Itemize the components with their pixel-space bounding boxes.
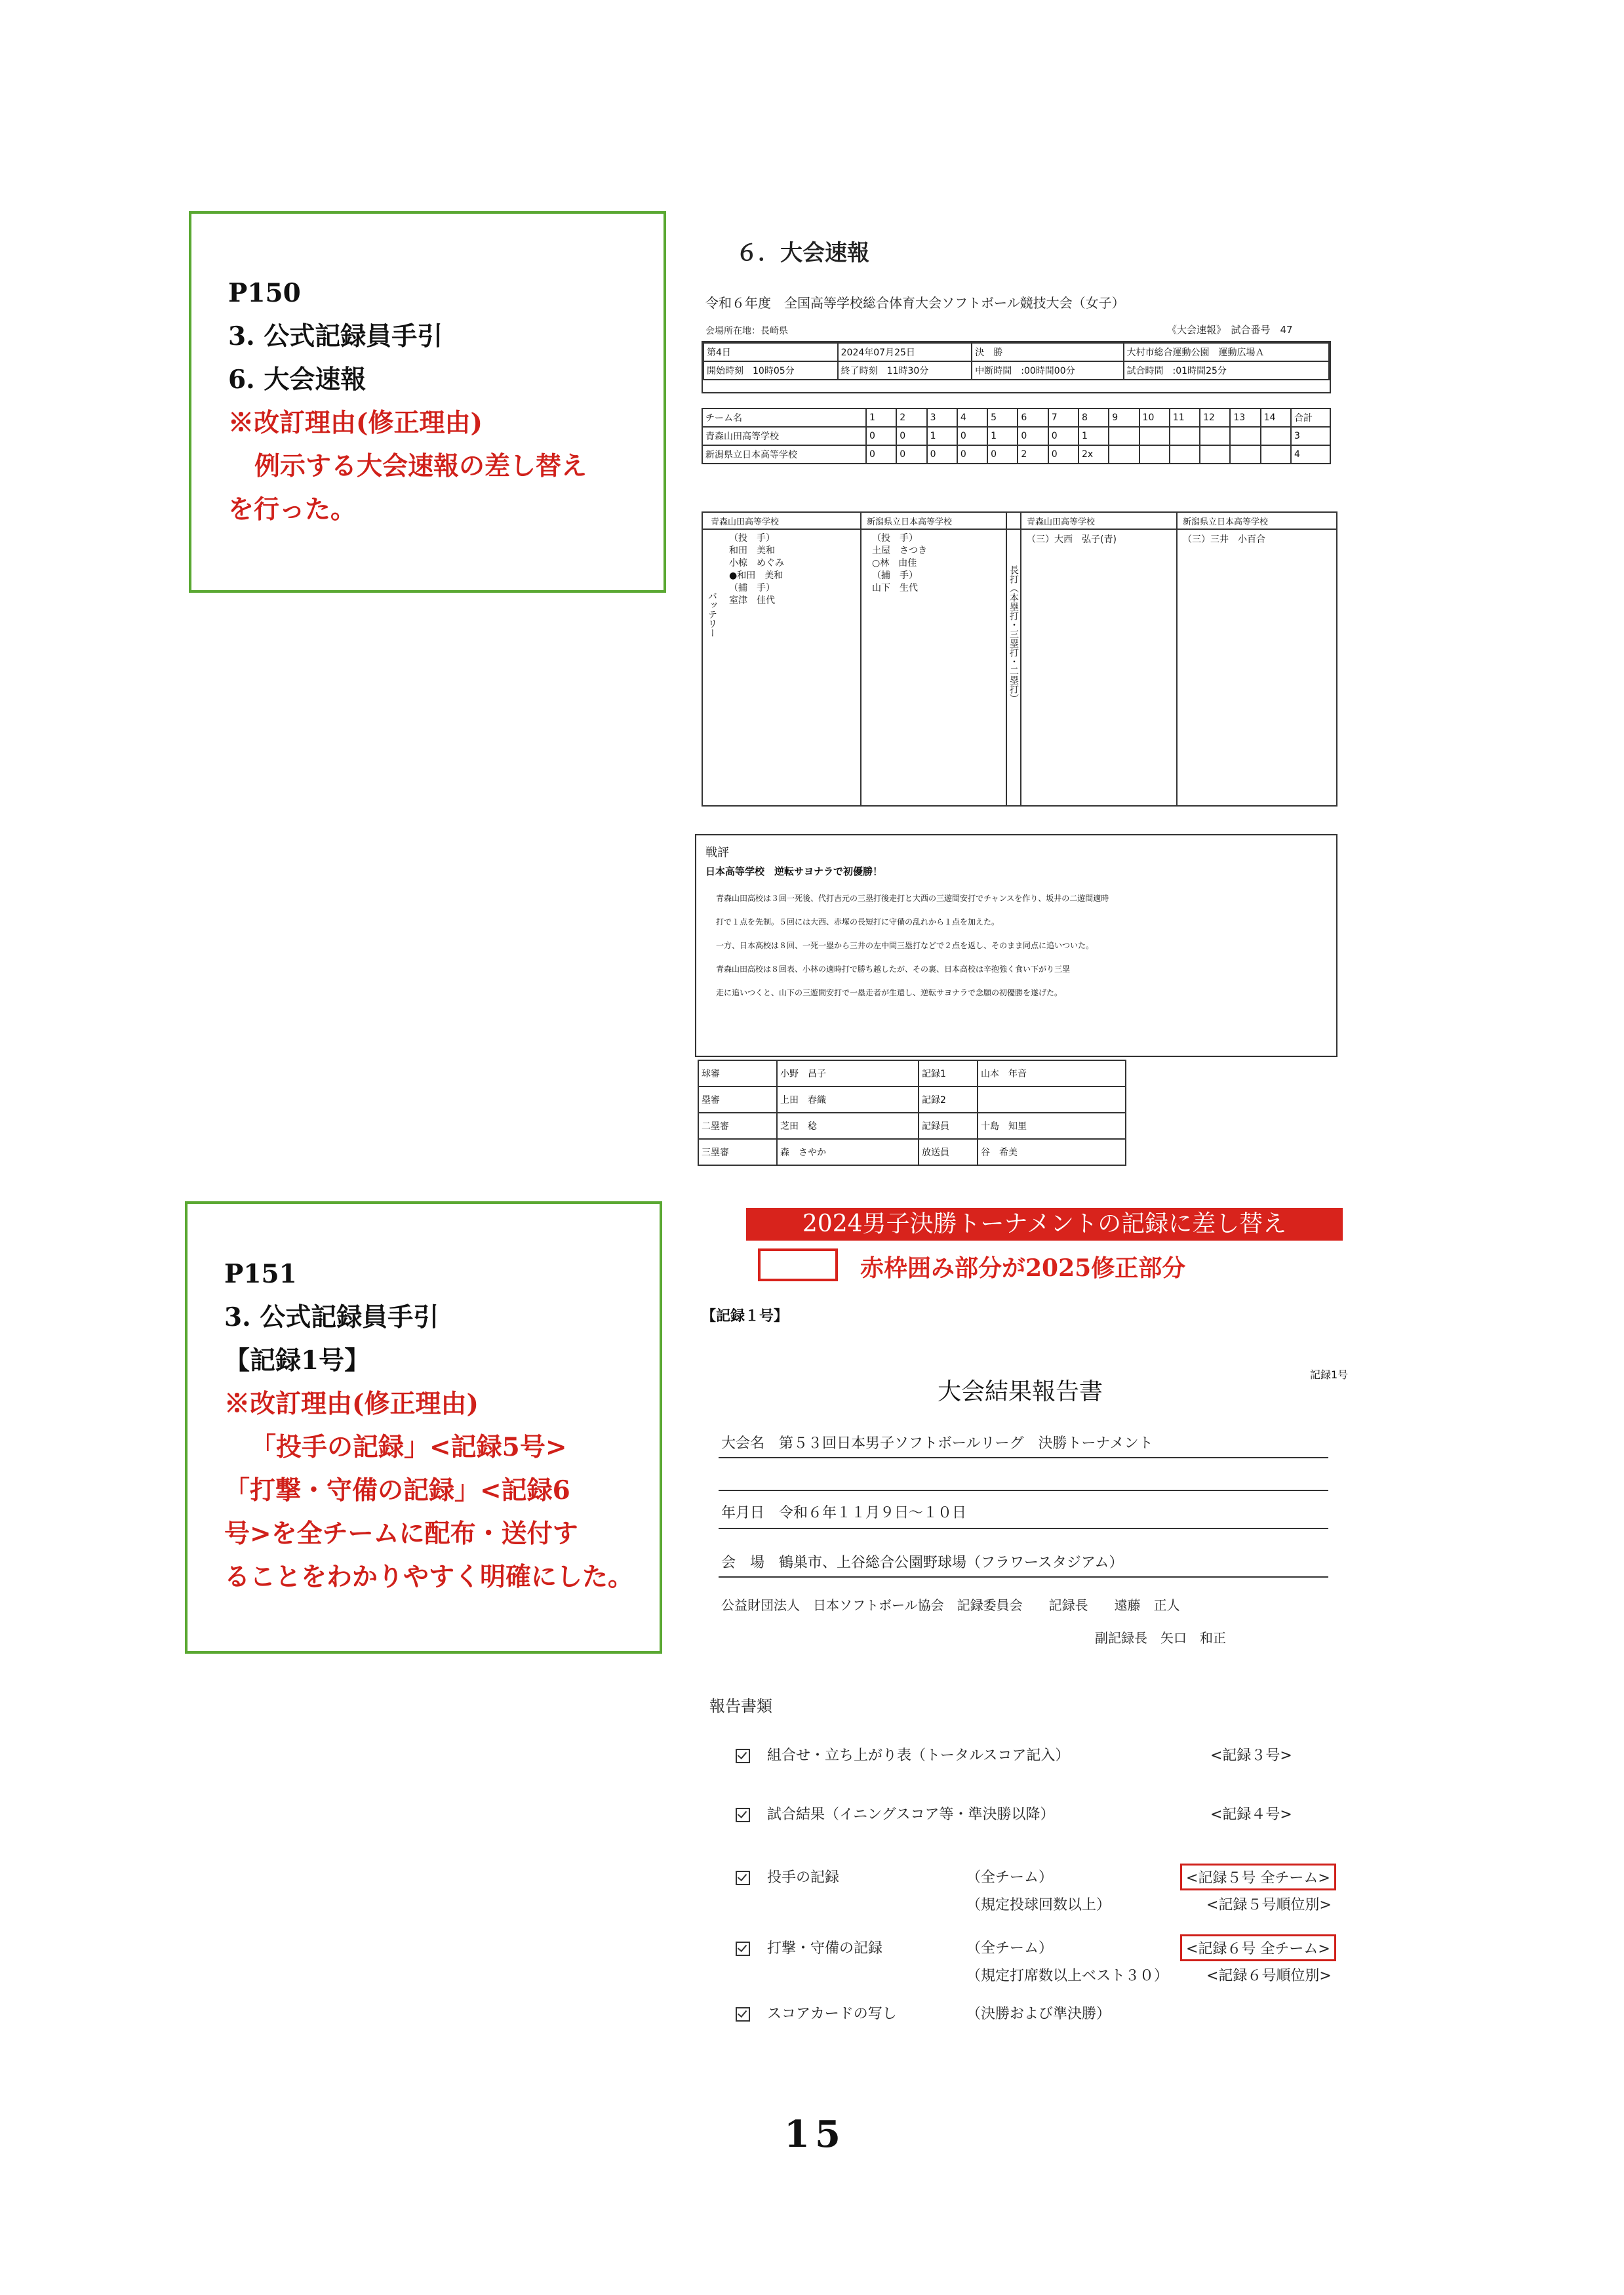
review-title: 日本高等学校 逆転サヨナラで初優勝！ [705, 866, 883, 877]
official-role: 記録員 [919, 1113, 978, 1139]
official-role: 記録2 [919, 1087, 978, 1113]
official-name [978, 1087, 1126, 1113]
header-cell: 7 [1048, 409, 1079, 427]
inning-cell: 2 [1018, 445, 1048, 464]
battery-col-header: 新潟県立日本高等学校 [867, 517, 953, 527]
reason-line: 「投手の記録」<記録5号> [250, 1432, 567, 1462]
reason-line: を行った。 [228, 494, 357, 525]
report-org: 公益財団法人 日本ソフトボール協会 記録委員会 記録長 遠藤 正人 [721, 1597, 1180, 1613]
report-item [736, 1803, 1054, 1824]
header-cell: 合計 [1291, 409, 1330, 427]
official-name: 芝田 稔 [777, 1113, 919, 1139]
official-role: 二塁審 [698, 1113, 777, 1139]
item-ref-boxed: <記録５号 全チーム> [1180, 1864, 1336, 1890]
report-corner-label: 記録1号 [1310, 1368, 1349, 1381]
battery-side-label: バッテリー [707, 591, 717, 637]
venue-pref: 会場所在地：長崎県 [705, 326, 788, 336]
battery-col-header: 青森山田高等学校 [1027, 517, 1096, 527]
replacement-banner [746, 1208, 1343, 1241]
info-cell: 中断時間 :00時間00分 [972, 361, 1123, 380]
review-line: 走に追いつくと、山下の三遊間安打で一塁走者が生還し、逆転サヨナラで念願の初優勝を遂げた。 [716, 988, 1063, 997]
official-name: 上田 春織 [777, 1087, 919, 1113]
item-ref: 6. 大会速報 [228, 365, 366, 395]
item-name: 打撃・守備の記録 [767, 1940, 883, 1957]
score-row [702, 445, 1330, 464]
score-row [702, 427, 1330, 445]
official-role: 塁審 [698, 1087, 777, 1113]
item-note: （決勝および準決勝） [966, 2006, 1111, 2022]
header-cell: 12 [1200, 409, 1230, 427]
info-cell: 終了時刻 11時30分 [838, 361, 972, 380]
inning-cell: 0 [987, 445, 1018, 464]
battery-line: 和田 美和 [729, 546, 775, 556]
report-venue: 会 場 鶴巣市、上谷総合公園野球場（フラワースタジアム） [721, 1555, 1124, 1571]
header-cell: 6 [1018, 409, 1048, 427]
battery-line: （投 手） [872, 533, 918, 544]
legend-red-frame [758, 1248, 838, 1281]
header-cell: 11 [1170, 409, 1200, 427]
inning-cell: 0 [896, 445, 926, 464]
checkbox-icon [736, 1871, 750, 1885]
inning-cell: 1 [1079, 427, 1109, 445]
item-ref: 【記録1号】 [224, 1346, 370, 1376]
inning-cell: 0 [1048, 427, 1079, 445]
review-line: 一方、日本高校は８回、一死一塁から三井の左中間三塁打などで２点を返し、そのまま同点に追いついた。 [716, 941, 1094, 950]
header-cell: 8 [1079, 409, 1109, 427]
item-name: スコアカードの写し [767, 2006, 897, 2022]
battery-grid [702, 511, 1337, 807]
inning-cell: 0 [1018, 427, 1048, 445]
inning-cell [1261, 427, 1291, 445]
battery-line: 室津 佳代 [729, 595, 775, 606]
tournament-name: 大会名 第５３回日本男子ソフトボールリーグ 決勝トーナメント [721, 1435, 1153, 1452]
official-role: 放送員 [919, 1139, 978, 1165]
hr-line: （三）大西 弘子(青) [1027, 534, 1117, 545]
inning-cell: 1 [927, 427, 957, 445]
checkbox-icon [736, 2007, 750, 2022]
score-table [702, 408, 1331, 464]
inning-cell [1261, 445, 1291, 464]
official-name: 小野 昌子 [777, 1060, 919, 1087]
battery-line: （投 手） [729, 533, 775, 544]
checkbox-icon [736, 1749, 750, 1763]
checkbox-icon [736, 1808, 750, 1822]
header-cell: 2 [896, 409, 926, 427]
official-name: 森 さやか [777, 1139, 919, 1165]
header-cell: 10 [1139, 409, 1170, 427]
bulletin-title: 令和６年度 全国高等学校総合体育大会ソフトボール競技大会（女子） [705, 295, 1125, 311]
inning-cell [1230, 445, 1260, 464]
team-name: 青森山田高等学校 [702, 427, 866, 445]
inning-cell: 0 [866, 427, 896, 445]
header-cell: 4 [957, 409, 987, 427]
inning-cell: 0 [896, 427, 926, 445]
item-ref: <記録６号順位別> [1206, 1968, 1332, 1984]
revision-note-p150 [189, 211, 666, 593]
header-cell: チーム名 [702, 409, 866, 427]
header-cell: 5 [987, 409, 1018, 427]
info-cell: 試合時間 :01時間25分 [1124, 361, 1329, 380]
battery-line: ○林 由佳 [872, 558, 917, 569]
header-cell: 14 [1261, 409, 1291, 427]
official-role: 記録1 [919, 1060, 978, 1087]
legend-text: 赤枠囲み部分が2025修正部分 [860, 1254, 1186, 1282]
inning-cell [1230, 427, 1260, 445]
reason-title: ※改訂理由(修正理由) [224, 1389, 479, 1419]
item-note: （規定投球回数以上） [966, 1897, 1111, 1913]
section-ref: 3. 公式記録員手引 [228, 321, 443, 351]
inning-cell [1109, 427, 1139, 445]
item-note: （全チーム） [966, 1940, 1054, 1957]
officials-table [698, 1060, 1126, 1166]
review-line: 打で１点を先制。５回には大西、赤塚の長短打に守備の乱れから１点を加えた。 [716, 917, 1000, 927]
inning-cell [1139, 445, 1170, 464]
bulletin-sub: 《大会速報》 試合番号 47 [1167, 324, 1293, 336]
inning-cell [1200, 427, 1230, 445]
reason-line: ることをわかりやすく明確にした。 [224, 1562, 634, 1592]
info-cell: 第4日 [703, 343, 838, 361]
report-title: 大会結果報告書 [938, 1378, 1103, 1405]
report-item [736, 1744, 1069, 1765]
game-review [695, 834, 1337, 1057]
inning-cell [1170, 427, 1200, 445]
team-name: 新潟県立日本高等学校 [702, 445, 866, 464]
total-cell: 3 [1291, 427, 1330, 445]
reason-line: 「打撃・守備の記録」<記録6 [224, 1475, 570, 1506]
info-cell: 2024年07月25日 [838, 343, 972, 361]
page-ref: P150 [228, 278, 301, 308]
header-cell: 9 [1109, 409, 1139, 427]
item-ref: <記録５号順位別> [1206, 1897, 1332, 1913]
item-name: 試合結果（イニングスコア等・準決勝以降） [767, 1806, 1055, 1823]
inning-cell: 0 [957, 445, 987, 464]
official-name: 十島 知里 [978, 1113, 1126, 1139]
item-ref: <記録３号> [1210, 1747, 1292, 1764]
inning-cell: 2x [1079, 445, 1109, 464]
battery-line: 土屋 さつき [872, 546, 927, 556]
official-name: 山本 年音 [978, 1060, 1126, 1087]
inning-cell: 0 [957, 427, 987, 445]
page-ref: P151 [224, 1259, 297, 1289]
total-cell: 4 [1291, 445, 1330, 464]
header-cell: 1 [866, 409, 896, 427]
review-line: 青森山田高校は３回一死後、代打吉元の三塁打後走打と大西の三遊間安打でチャンスを作り、坂井の二遊間適時 [716, 894, 1109, 903]
report-item [736, 1866, 839, 1886]
report-item [736, 1937, 882, 1957]
info-cell: 決 勝 [972, 343, 1123, 361]
reason-line: 号>を全チームに配布・送付す [224, 1519, 578, 1549]
item-ref: <記録４号> [1210, 1806, 1292, 1823]
reason-line: 例示する大会速報の差し替え [254, 451, 587, 481]
kiroku-label: 【記録１号】 [702, 1308, 789, 1325]
battery-line: 山下 生代 [872, 583, 918, 593]
inning-cell [1170, 445, 1200, 464]
bulletin-heading: ６．大会速報 [736, 240, 869, 266]
header-cell: 3 [927, 409, 957, 427]
revision-note-p151 [185, 1201, 662, 1654]
inning-cell: 1 [987, 427, 1018, 445]
item-name: 投手の記録 [767, 1869, 840, 1886]
battery-line: 小椋 めぐみ [729, 558, 784, 569]
battery-line: （捕 手） [872, 570, 918, 581]
hr-line: （三）三井 小百合 [1183, 534, 1265, 545]
report-types-label: 報告書類 [709, 1697, 772, 1715]
info-cell: 大村市総合運動公園 運動広場Ａ [1124, 343, 1329, 361]
hr-side-label: 長打（本塁打・三塁打・二塁打） [1008, 565, 1019, 703]
review-label: 戦評 [705, 846, 729, 860]
inning-cell: 0 [927, 445, 957, 464]
battery-line: （捕 手） [729, 583, 775, 593]
item-note: （規定打席数以上ベスト３０） [966, 1968, 1169, 1984]
report-deputy: 副記録長 矢口 和正 [1095, 1630, 1226, 1646]
info-cell: 開始時刻 10時05分 [703, 361, 838, 380]
header-cell: 13 [1230, 409, 1260, 427]
review-line: 青森山田高校は８回表、小林の適時打で勝ち越したが、その裏、日本高校は辛抱強く食い下がり三塁 [716, 965, 1071, 974]
inning-cell: 0 [866, 445, 896, 464]
battery-col-header: 新潟県立日本高等学校 [1183, 517, 1269, 527]
score-header-row [702, 409, 1330, 427]
inning-cell [1109, 445, 1139, 464]
report-item [736, 2003, 897, 2023]
official-name: 谷 希美 [978, 1139, 1126, 1165]
report-date: 年月日 令和６年１１月９日～１０日 [721, 1505, 967, 1521]
battery-col-header: 青森山田高等学校 [711, 517, 780, 527]
match-info [702, 341, 1331, 393]
banner-text: 2024男子決勝トーナメントの記録に差し替え [802, 1210, 1287, 1237]
reason-title: ※改訂理由(修正理由) [228, 408, 483, 438]
official-role: 三塁審 [698, 1139, 777, 1165]
official-role: 球審 [698, 1060, 777, 1087]
section-ref: 3. 公式記録員手引 [224, 1302, 439, 1332]
battery-line: ●和田 美和 [729, 570, 783, 581]
item-name: 組合せ・立ち上がり表（トータルスコア記入） [767, 1747, 1070, 1764]
page-number: 15 [784, 2113, 846, 2156]
checkbox-icon [736, 1942, 750, 1956]
item-note: （全チーム） [966, 1869, 1054, 1886]
inning-cell [1139, 427, 1170, 445]
inning-cell: 0 [1048, 445, 1079, 464]
inning-cell [1200, 445, 1230, 464]
item-ref-boxed: <記録６号 全チーム> [1180, 1934, 1336, 1961]
